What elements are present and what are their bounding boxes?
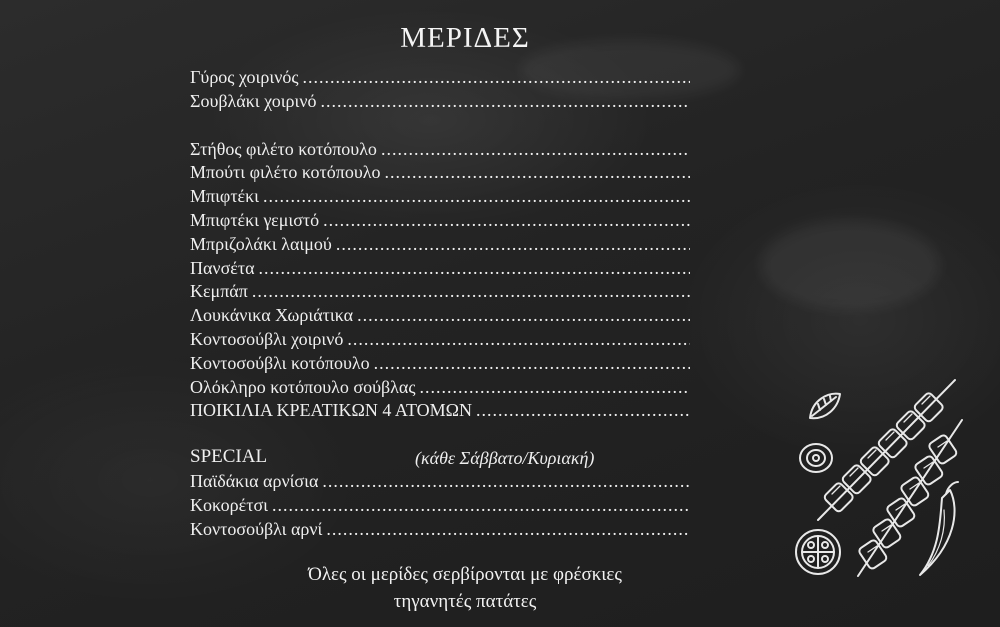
menu-item (190, 329, 690, 353)
menu-item-label: Παϊδάκια αρνίσια (190, 471, 319, 492)
menu-item-label: Μπιφτέκι γεμιστό (190, 209, 320, 230)
menu-item-label: Κοντοσούβλι κοτόπουλο (190, 352, 370, 373)
menu-item (190, 471, 690, 495)
dot-leader (381, 139, 690, 160)
menu-list (190, 67, 690, 543)
menu-item (190, 162, 690, 186)
special-note: (κάθε Σάββατο/Κυριακή) (415, 448, 595, 469)
skewers-illustration-icon (790, 370, 980, 590)
menu-item (190, 186, 690, 210)
skewer-icon (858, 420, 962, 576)
dot-leader (419, 377, 690, 398)
menu-item (190, 353, 690, 377)
menu-item-label: Μπιφτέκι (190, 186, 260, 207)
menu-item-label: Μπριζολάκι λαιμού (190, 233, 332, 254)
dot-leader (272, 495, 690, 516)
menu-item (190, 234, 690, 258)
special-heading (190, 446, 690, 471)
dot-leader (322, 471, 690, 492)
menu-item (190, 400, 690, 424)
chalk-smudge (760, 220, 940, 310)
menu-item-label: Ολόκληρο κοτόπουλο σούβλας (190, 376, 416, 397)
dot-leader (302, 67, 690, 88)
footer-line: τηγανητές πατάτες (393, 591, 537, 612)
menu-item-label: Πανσέτα (190, 257, 255, 278)
menu-item-label: Κεμπάπ (190, 281, 248, 302)
menu-item-label: Κοντοσούβλι χοιρινό (190, 328, 344, 349)
dot-leader (476, 400, 690, 421)
menu-item (190, 305, 690, 329)
menu-item (190, 377, 690, 401)
menu-item-label: Λουκάνικα Χωριάτικα (190, 305, 354, 326)
menu-item (190, 258, 690, 282)
dot-leader (347, 329, 690, 350)
tomato-icon (796, 530, 840, 574)
menu-item (190, 91, 690, 115)
footer-line: Όλες οι μερίδες σερβίρονται με φρέσκιες (308, 564, 622, 585)
menu-footer (170, 561, 760, 615)
menu-item-label: Γύρος χοιρινός (190, 67, 299, 87)
menu-item (190, 67, 690, 91)
menu-item-label: Στήθος φιλέτο κοτόπουλο (190, 138, 377, 159)
menu-item (190, 495, 690, 519)
menu-item (190, 139, 690, 163)
dot-leader (252, 281, 690, 302)
dot-leader (357, 305, 690, 326)
dot-leader (323, 210, 690, 231)
menu-item (190, 210, 690, 234)
dot-leader (384, 162, 690, 183)
menu-item-label: ΠΟΙΚΙΛΙΑ ΚΡΕΑΤΙΚΩΝ 4 ΑΤΟΜΩΝ (190, 400, 473, 421)
onion-icon (800, 444, 832, 472)
menu-item-label: Κοντοσούβλι αρνί (190, 518, 323, 539)
section-gap (190, 115, 690, 139)
menu-item-label: Κοκορέτσι (190, 494, 268, 515)
dot-leader (374, 353, 690, 374)
dot-leader (263, 186, 690, 207)
special-label: SPECIAL (190, 446, 268, 468)
dot-leader (336, 234, 690, 255)
menu-item (190, 281, 690, 305)
menu-title: ΜΕΡΙΔΕΣ (400, 22, 530, 54)
menu-item-label: Μπούτι φιλέτο κοτόπουλο (190, 162, 381, 183)
section-gap (190, 424, 690, 444)
menu-item-label: Σουβλάκι χοιρινό (190, 90, 317, 111)
menu-item (190, 519, 690, 543)
dot-leader (259, 258, 691, 279)
dot-leader (321, 91, 690, 112)
leaf-icon (810, 394, 840, 419)
dot-leader (326, 519, 690, 540)
chili-pepper-icon (920, 482, 958, 575)
